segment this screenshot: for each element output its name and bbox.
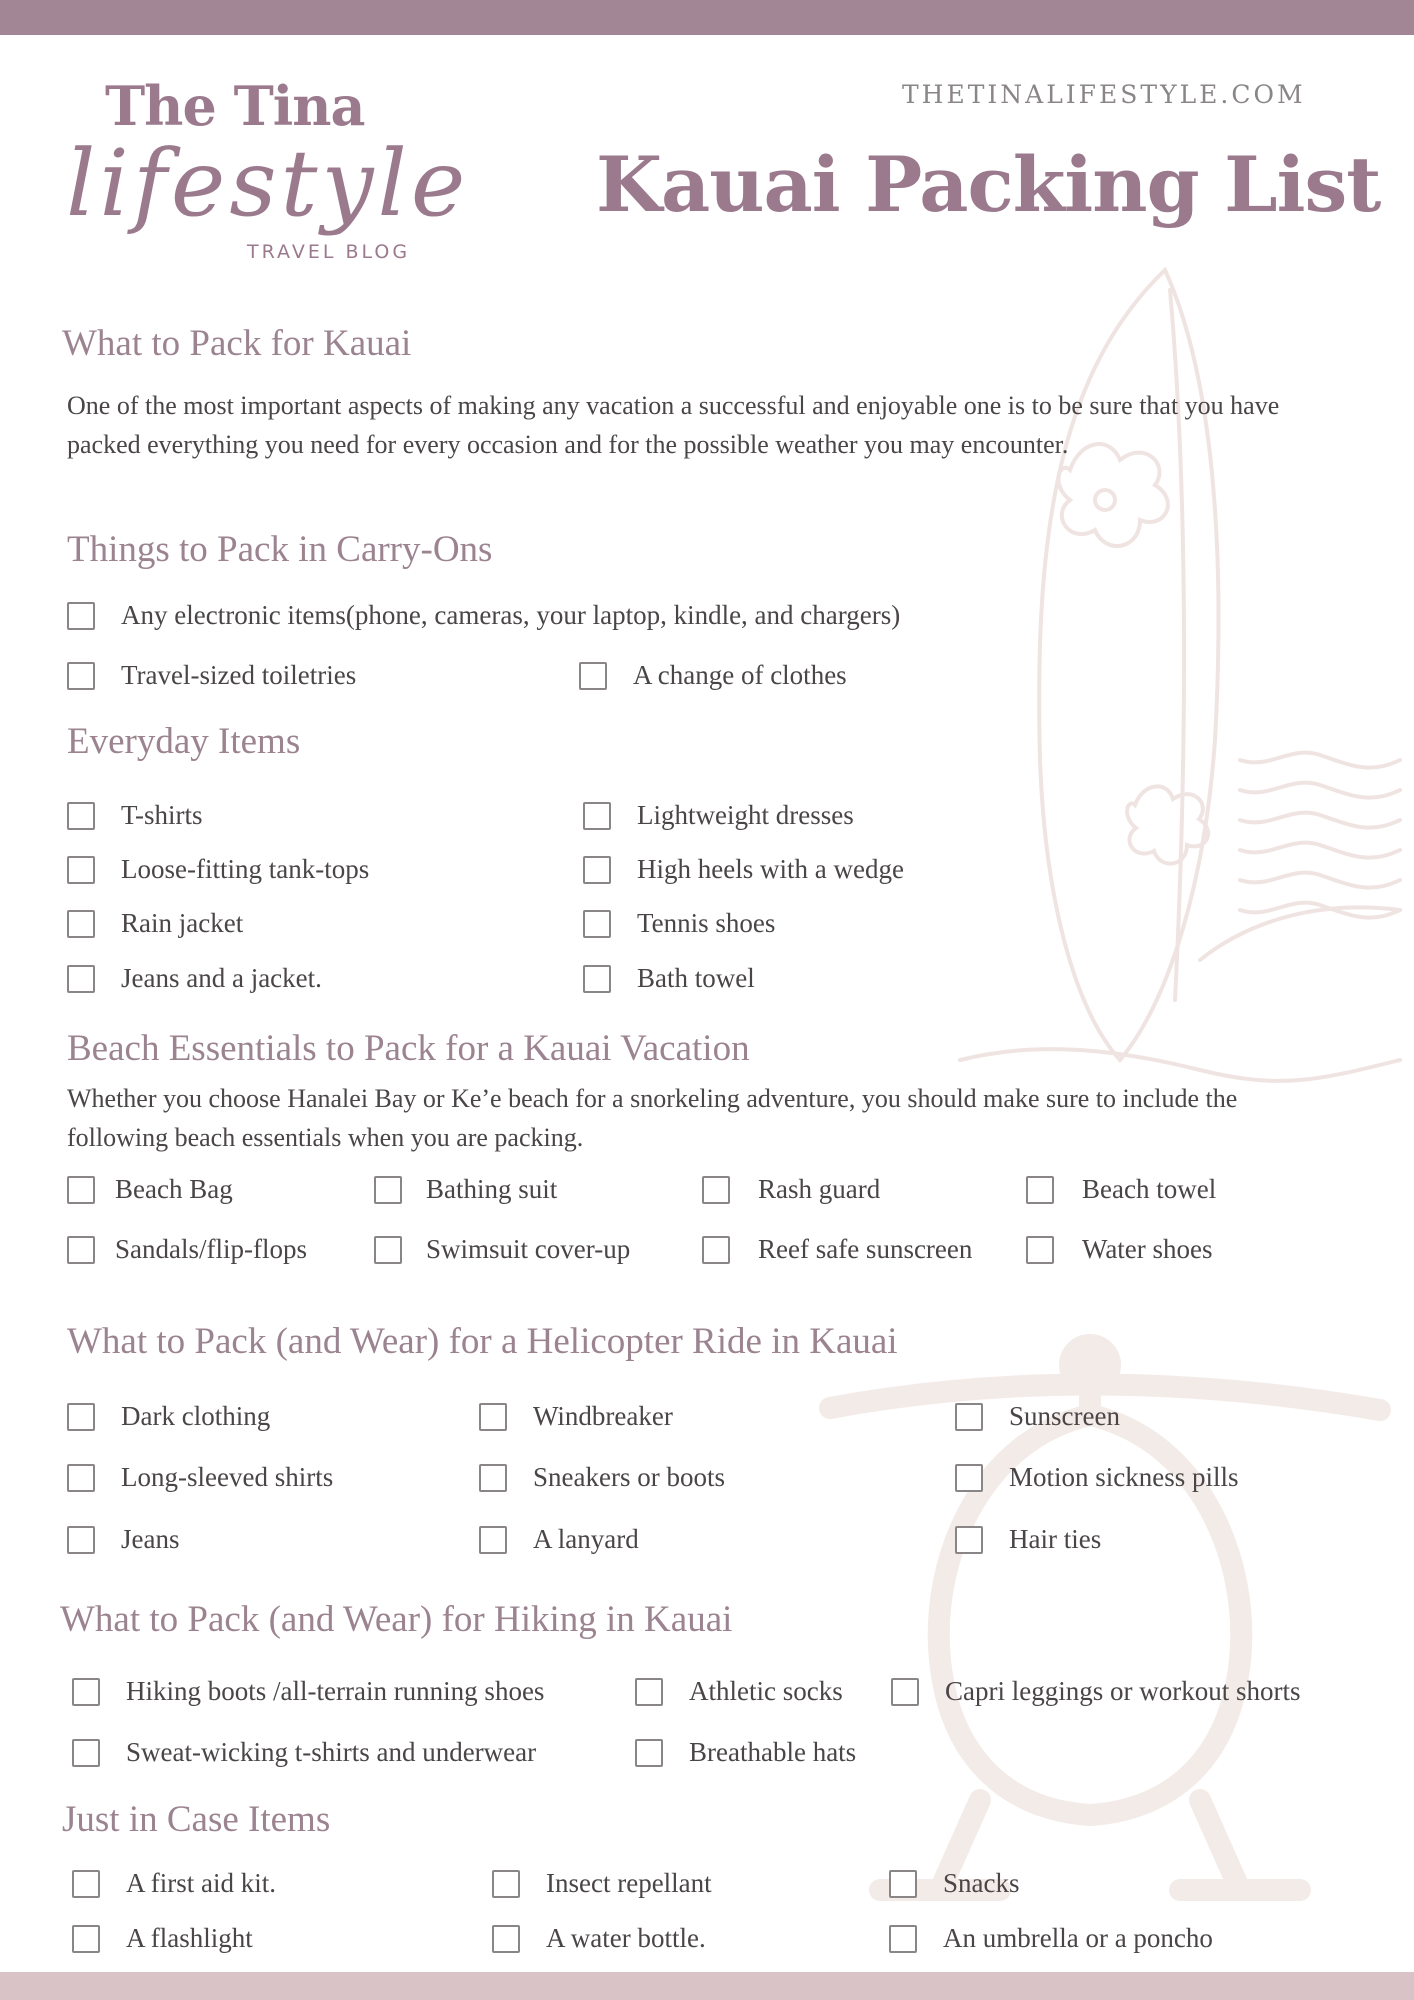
checklist-item[interactable]: Bathing suit bbox=[374, 1174, 557, 1205]
checkbox[interactable] bbox=[479, 1526, 507, 1554]
checklist-item[interactable]: A first aid kit. bbox=[72, 1868, 276, 1899]
checklist-item[interactable]: Sweat-wicking t-shirts and underwear bbox=[72, 1737, 536, 1768]
checkbox[interactable] bbox=[955, 1403, 983, 1431]
logo-tagline: TRAVEL BLOG bbox=[247, 241, 411, 263]
checkbox[interactable] bbox=[492, 1870, 520, 1898]
checklist-item[interactable]: T-shirts bbox=[67, 800, 203, 831]
checklist-item[interactable]: Windbreaker bbox=[479, 1401, 673, 1432]
checkbox[interactable] bbox=[374, 1176, 402, 1204]
checklist-item[interactable]: Any electronic items(phone, cameras, your laptop, kindle, and chargers) bbox=[67, 600, 900, 631]
section-heading-helicopter: What to Pack (and Wear) for a Helicopter Ride in Kauai bbox=[67, 1321, 898, 1362]
section-heading-beach: Beach Essentials to Pack for a Kauai Vacation bbox=[67, 1028, 750, 1069]
checkbox[interactable] bbox=[955, 1464, 983, 1492]
checklist-item[interactable]: A flashlight bbox=[72, 1923, 253, 1954]
checkbox[interactable] bbox=[67, 802, 95, 830]
checkbox[interactable] bbox=[72, 1678, 100, 1706]
website-url: THETINALIFESTYLE.COM bbox=[902, 80, 1306, 109]
checklist-item[interactable]: High heels with a wedge bbox=[583, 854, 904, 885]
brand-logo bbox=[60, 68, 470, 268]
checkbox[interactable] bbox=[635, 1739, 663, 1767]
checkbox[interactable] bbox=[702, 1236, 730, 1264]
checklist-item[interactable]: Loose-fitting tank-tops bbox=[67, 854, 369, 885]
checklist-item[interactable]: Motion sickness pills bbox=[955, 1462, 1239, 1493]
checklist-item[interactable]: Insect repellant bbox=[492, 1868, 712, 1899]
checkbox[interactable] bbox=[67, 910, 95, 938]
checkbox[interactable] bbox=[583, 965, 611, 993]
checklist-item[interactable]: Hiking boots /all-terrain running shoes bbox=[72, 1676, 544, 1707]
checklist-item[interactable]: Sunscreen bbox=[955, 1401, 1120, 1432]
checkbox[interactable] bbox=[891, 1678, 919, 1706]
bottom-accent-bar bbox=[0, 1972, 1414, 2000]
section-heading-everyday: Everyday Items bbox=[67, 721, 301, 762]
checklist-item[interactable]: Lightweight dresses bbox=[583, 800, 854, 831]
checklist-item[interactable]: An umbrella or a poncho bbox=[889, 1923, 1213, 1954]
checkbox[interactable] bbox=[72, 1739, 100, 1767]
logo-wordmark-line1: The Tina bbox=[105, 74, 365, 138]
checklist-item[interactable]: Jeans bbox=[67, 1524, 179, 1555]
section-heading-carry-ons: Things to Pack in Carry-Ons bbox=[67, 529, 493, 570]
checklist-item[interactable]: Breathable hats bbox=[635, 1737, 856, 1768]
checkbox[interactable] bbox=[67, 1176, 95, 1204]
checklist-item[interactable]: Rash guard bbox=[702, 1174, 880, 1205]
checkbox[interactable] bbox=[67, 1403, 95, 1431]
checklist-item[interactable]: Athletic socks bbox=[635, 1676, 843, 1707]
checklist-item[interactable]: Rain jacket bbox=[67, 908, 243, 939]
logo-wordmark-line2: lifestyle bbox=[66, 130, 470, 237]
checklist-item[interactable]: Swimsuit cover-up bbox=[374, 1234, 630, 1265]
checklist-item[interactable]: Sneakers or boots bbox=[479, 1462, 725, 1493]
checklist-item[interactable]: Bath towel bbox=[583, 963, 755, 994]
checkbox[interactable] bbox=[72, 1870, 100, 1898]
checklist-item[interactable]: A water bottle. bbox=[492, 1923, 706, 1954]
section-heading-just-in-case: Just in Case Items bbox=[62, 1799, 331, 1840]
checklist-item[interactable]: Long-sleeved shirts bbox=[67, 1462, 333, 1493]
checkbox[interactable] bbox=[479, 1403, 507, 1431]
checklist-item[interactable]: Beach towel bbox=[1026, 1174, 1216, 1205]
top-accent-bar bbox=[0, 0, 1414, 35]
checklist-item[interactable]: Reef safe sunscreen bbox=[702, 1234, 972, 1265]
checklist-item[interactable]: Hair ties bbox=[955, 1524, 1101, 1555]
checklist-item[interactable]: A lanyard bbox=[479, 1524, 639, 1555]
checkbox[interactable] bbox=[479, 1464, 507, 1492]
checklist-item[interactable]: Jeans and a jacket. bbox=[67, 963, 322, 994]
checkbox[interactable] bbox=[72, 1925, 100, 1953]
checklist-item[interactable]: Beach Bag bbox=[67, 1174, 233, 1205]
checkbox[interactable] bbox=[67, 1464, 95, 1492]
checklist-item[interactable]: Sandals/flip-flops bbox=[67, 1234, 307, 1265]
checklist-item[interactable]: Tennis shoes bbox=[583, 908, 775, 939]
checkbox[interactable] bbox=[67, 1526, 95, 1554]
beach-paragraph: Whether you choose Hanalei Bay or Ke’e beach for a snorkeling adventure, you should make sure to include the following beach essentials when you are packing. bbox=[67, 1084, 1238, 1152]
section-heading-hiking: What to Pack (and Wear) for Hiking in Kauai bbox=[60, 1599, 733, 1640]
checkbox[interactable] bbox=[374, 1236, 402, 1264]
checkbox[interactable] bbox=[67, 662, 95, 690]
checkbox[interactable] bbox=[67, 965, 95, 993]
checkbox[interactable] bbox=[955, 1526, 983, 1554]
checklist-item[interactable]: Travel-sized toiletries bbox=[67, 660, 356, 691]
checkbox[interactable] bbox=[67, 602, 95, 630]
checkbox[interactable] bbox=[889, 1925, 917, 1953]
checkbox[interactable] bbox=[67, 1236, 95, 1264]
checklist-item[interactable]: Snacks bbox=[889, 1868, 1020, 1899]
checkbox[interactable] bbox=[889, 1870, 917, 1898]
checklist-item[interactable]: Capri leggings or workout shorts bbox=[891, 1676, 1300, 1707]
section-heading-intro: What to Pack for Kauai bbox=[62, 323, 412, 364]
checkbox[interactable] bbox=[67, 856, 95, 884]
checklist-item[interactable]: Dark clothing bbox=[67, 1401, 270, 1432]
checkbox[interactable] bbox=[583, 856, 611, 884]
checkbox[interactable] bbox=[1026, 1176, 1054, 1204]
page-title: Kauai Packing List bbox=[596, 140, 1381, 229]
checkbox[interactable] bbox=[635, 1678, 663, 1706]
intro-paragraph: One of the most important aspects of making any vacation a successful and enjoyable one is to be sure that you have packed everything you need for every occasion and for the possible weather you may encounter. bbox=[67, 391, 1280, 459]
checklist-item[interactable]: A change of clothes bbox=[579, 660, 847, 691]
checkbox[interactable] bbox=[702, 1176, 730, 1204]
checkbox[interactable] bbox=[492, 1925, 520, 1953]
checkbox[interactable] bbox=[579, 662, 607, 690]
checkbox[interactable] bbox=[1026, 1236, 1054, 1264]
checklist-item[interactable]: Water shoes bbox=[1026, 1234, 1213, 1265]
checkbox[interactable] bbox=[583, 910, 611, 938]
checkbox[interactable] bbox=[583, 802, 611, 830]
